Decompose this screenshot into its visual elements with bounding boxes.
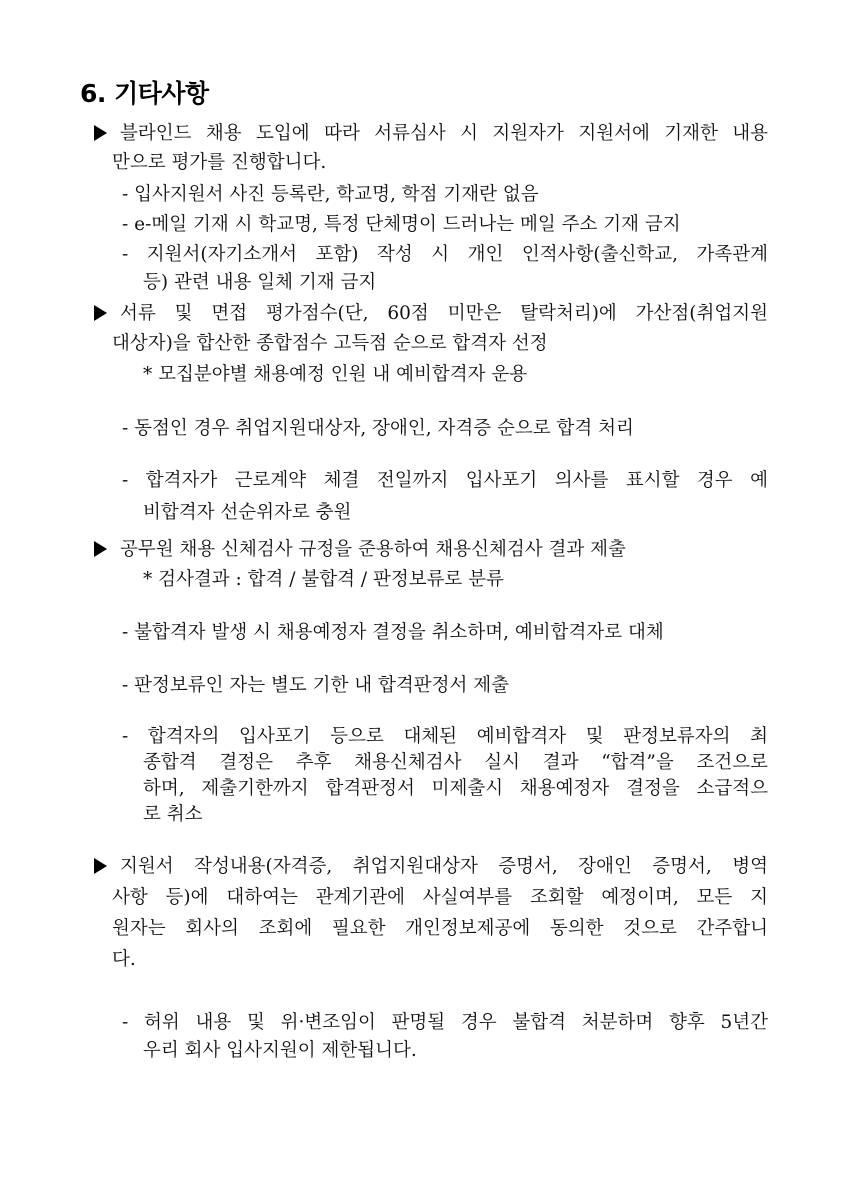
- text-line: 비합격자 선순위자로 충원: [143, 502, 352, 523]
- text-line: 원자는 회사의 조회에 필요한 개인정보제공에 동의한 것으로 간주합니: [112, 918, 768, 939]
- bullet-triangle-icon: [94, 305, 107, 321]
- text-line: 등) 관련 내용 일체 기재 금지: [143, 272, 377, 293]
- bullet-triangle-icon: [94, 125, 107, 141]
- text-line: 사항 등)에 대하여는 관계기관에 사실여부를 조회할 예정이며, 모든 지: [112, 887, 768, 908]
- sub-item: - e-메일 기재 시 학교명, 특정 단체명이 드러나는 메일 주소 기재 금지: [122, 214, 681, 235]
- text-line: 대상자)을 합산한 종합점수 고득점 순으로 합격자 선정: [112, 333, 548, 354]
- note-line: * 검사결과 : 합격 / 불합격 / 판정보류로 분류: [143, 569, 504, 590]
- note-line: * 모집분야별 채용예정 인원 내 예비합격자 운용: [143, 364, 528, 385]
- text-line: 다.: [112, 949, 136, 970]
- sub-item: - 불합격자 발생 시 채용예정자 결정을 취소하며, 예비합격자로 대체: [122, 622, 664, 643]
- sub-item: - 합격자가 근로계약 체결 전일까지 입사포기 의사를 표시할 경우 예: [122, 470, 768, 491]
- text-line: 하며, 제출기한까지 합격판정서 미제출시 채용예정자 결정을 소급적으: [143, 778, 768, 799]
- bullet-item-blind-hiring: 블라인드 채용 도입에 따라 서류심사 시 지원자가 지원서에 기재한 내용: [94, 121, 768, 147]
- sub-item: - 입사지원서 사진 등록란, 학교명, 학점 기재란 없음: [122, 184, 539, 205]
- bullet-item-health-check: 공무원 채용 신체검사 규정을 준용하여 채용신체검사 결과 제출: [94, 537, 626, 563]
- sub-item: - 합격자의 입사포기 등으로 대체된 예비합격자 및 판정보류자의 최: [122, 726, 768, 747]
- sub-item: - 판정보류인 자는 별도 기한 내 합격판정서 제출: [122, 675, 509, 696]
- text-line: 우리 회사 입사지원이 제한됩니다.: [143, 1040, 417, 1061]
- sub-item: - 지원서(자기소개서 포함) 작성 시 개인 인적사항(출신학교, 가족관계: [122, 244, 768, 265]
- sub-item: - 허위 내용 및 위·변조임이 판명될 경우 불합격 처분하며 향후 5년간: [122, 1012, 768, 1033]
- bullet-item-scoring: 서류 및 면접 평가점수(단, 60점 미만은 탈락처리)에 가산점(취업지원: [94, 301, 768, 327]
- bullet-triangle-icon: [94, 541, 107, 557]
- section-title: 6. 기타사항: [80, 79, 209, 108]
- text-line: 로 취소: [143, 804, 203, 825]
- bullet-triangle-icon: [94, 858, 107, 874]
- text-line: 종합격 결정은 추후 채용신체검사 실시 결과 “합격”을 조건으로: [143, 752, 768, 773]
- text-line: 만으로 평가를 진행합니다.: [112, 152, 327, 173]
- bullet-item-verification: 지원서 작성내용(자격증, 취업지원대상자 증명서, 장애인 증명서, 병역: [94, 854, 768, 880]
- sub-item: - 동점인 경우 취업지원대상자, 장애인, 자격증 순으로 합격 처리: [122, 418, 634, 439]
